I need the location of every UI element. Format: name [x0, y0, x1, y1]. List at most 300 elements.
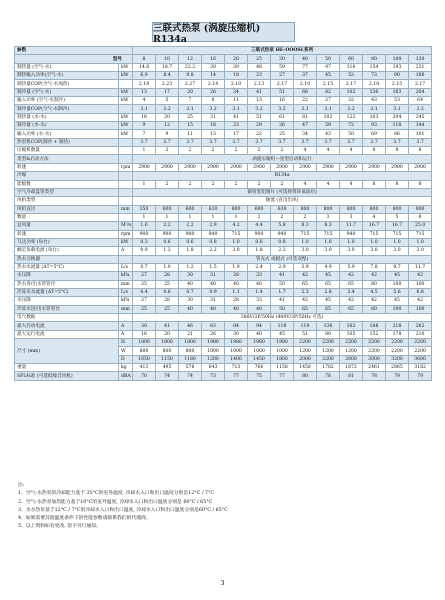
value-cell: 48: [248, 63, 271, 71]
row-label: 热泵机COP(制冷 + 制热): [15, 138, 119, 146]
value-cell: 4.2: [225, 222, 248, 230]
value-cell: 3.4: [340, 288, 363, 296]
value-cell: 1450: [248, 355, 271, 363]
model-header-cell: 16: [202, 55, 225, 63]
row-unit: L/s: [119, 288, 133, 296]
value-cell: 12: [156, 122, 179, 130]
value-cell: 218: [386, 322, 409, 330]
row-unit: kW: [119, 113, 133, 121]
value-cell: 2865: [386, 364, 409, 372]
value-cell: 1.9: [225, 263, 248, 271]
value-cell: 4: [317, 180, 340, 188]
spanned-value-cell: 涡旋压缩机—星型启动和运行: [133, 155, 432, 163]
value-cell: 3: [340, 213, 363, 221]
value-cell: 16: [133, 330, 156, 338]
value-cell: 36: [271, 122, 294, 130]
value-cell: 136: [317, 322, 340, 330]
model-header-cell: 40: [294, 55, 317, 63]
value-cell: 0.7: [179, 288, 202, 296]
value-cell: 65: [340, 305, 363, 313]
value-cell: 3.0: [386, 247, 409, 255]
value-cell: 45: [271, 330, 294, 338]
value-cell: 81: [340, 372, 363, 380]
value-cell: 2.18: [133, 80, 156, 88]
table-row: [15, 63, 432, 71]
value-cell: 2900: [133, 163, 156, 171]
value-cell: 3.7: [133, 138, 156, 146]
value-cell: 5.6: [386, 288, 409, 296]
table-row: [15, 364, 432, 372]
value-cell: 715: [409, 230, 432, 238]
value-cell: 3200: [386, 355, 409, 363]
value-cell: 1.5: [202, 263, 225, 271]
model-header-cell: 30: [271, 55, 294, 63]
value-cell: 643: [202, 364, 225, 372]
value-cell: 28: [156, 297, 179, 305]
value-cell: 713: [225, 364, 248, 372]
row-label: 冷冻水进/出水管管径: [15, 305, 119, 313]
row-unit: kW: [119, 72, 133, 80]
value-cell: 0.7: [133, 263, 156, 271]
value-cell: 900: [179, 230, 202, 238]
value-cell: 1.0: [294, 238, 317, 246]
value-cell: 3.0: [340, 247, 363, 255]
value-cell: 78: [363, 372, 386, 380]
table-row: [15, 205, 432, 213]
value-cell: 1.7: [271, 288, 294, 296]
value-cell: 25: [156, 280, 179, 288]
value-cell: 8.4: [156, 72, 179, 80]
row-unit: mm: [119, 305, 133, 313]
row-unit: [119, 155, 133, 163]
value-cell: 1: [133, 213, 156, 221]
value-cell: 3.1: [386, 105, 409, 113]
value-cell: 20: [156, 330, 179, 338]
value-cell: 4: [317, 147, 340, 155]
value-cell: 1.0: [317, 238, 340, 246]
value-cell: 13: [248, 97, 271, 105]
value-cell: 42: [340, 297, 363, 305]
value-cell: 42: [340, 272, 363, 280]
table-row: [15, 238, 432, 246]
value-cell: 1150: [156, 355, 179, 363]
value-cell: 18: [225, 72, 248, 80]
value-cell: 1980: [225, 339, 248, 347]
value-cell: 2: [179, 180, 202, 188]
value-cell: 2.23: [156, 80, 179, 88]
value-cell: 3.0: [294, 247, 317, 255]
value-cell: 1: [202, 213, 225, 221]
value-cell: 2: [225, 180, 248, 188]
value-cell: 50: [271, 305, 294, 313]
value-cell: 1200: [317, 347, 340, 355]
row-label: 类型&启动方法: [15, 155, 119, 163]
value-cell: 940: [271, 230, 294, 238]
value-cell: 2200: [294, 339, 317, 347]
value-cell: 1000: [202, 347, 225, 355]
value-cell: 3.7: [156, 138, 179, 146]
value-cell: 31: [202, 297, 225, 305]
value-cell: 53: [386, 97, 409, 105]
value-cell: 1.6: [133, 222, 156, 230]
row-unit: M³/s: [119, 222, 133, 230]
value-cell: 116: [340, 63, 363, 71]
row-label: 冷媒: [15, 172, 119, 180]
value-cell: 3.7: [179, 138, 202, 146]
row-label: 最大启动电流: [15, 322, 119, 330]
value-cell: 3.1: [363, 105, 386, 113]
value-cell: 68: [294, 88, 317, 96]
value-cell: 53: [340, 72, 363, 80]
value-cell: 2: [156, 147, 179, 155]
value-cell: 8: [409, 147, 432, 155]
value-cell: 3.1: [317, 105, 340, 113]
row-label: 转速: [15, 230, 119, 238]
value-cell: 3.2: [156, 105, 179, 113]
value-cell: 42: [294, 272, 317, 280]
value-cell: 2: [179, 147, 202, 155]
value-cell: 2.27: [179, 80, 202, 88]
value-cell: 0.6: [179, 238, 202, 246]
value-cell: 17: [225, 130, 248, 138]
model-header-cell: 50: [317, 55, 340, 63]
value-cell: 1800: [156, 339, 179, 347]
value-cell: 3.7: [386, 138, 409, 146]
value-cell: 59: [317, 122, 340, 130]
value-cell: 2200: [317, 339, 340, 347]
value-cell: 39: [225, 63, 248, 71]
table-row: [15, 322, 432, 330]
value-cell: 41: [248, 88, 271, 96]
value-cell: 2: [202, 180, 225, 188]
row-unit: [119, 255, 133, 263]
value-cell: 2.17: [409, 80, 432, 88]
value-cell: 69: [363, 130, 386, 138]
value-cell: 2.2: [271, 247, 294, 255]
row-unit: [119, 172, 133, 180]
value-cell: 0.8: [202, 238, 225, 246]
value-cell: 11.7: [340, 222, 363, 230]
row-label: 马达功率 (每台): [15, 238, 119, 246]
row-unit: kW: [119, 88, 133, 96]
table-row: [15, 130, 432, 138]
spanned-value-cell: 380V/3P/50Hz (400V/3P/50Hz 可选): [133, 314, 432, 322]
value-cell: 3.0: [225, 247, 248, 255]
value-cell: 11.7: [409, 263, 432, 271]
value-cell: 800: [363, 205, 386, 213]
value-cell: 3.7: [340, 138, 363, 146]
value-cell: 8.3: [294, 222, 317, 230]
value-cell: 8.3: [317, 222, 340, 230]
row-label: 额定负载电流 (每台): [15, 247, 119, 255]
value-cell: 25: [156, 305, 179, 313]
value-cell: 94: [248, 322, 271, 330]
value-cell: 1872: [340, 364, 363, 372]
value-cell: 2.2: [202, 247, 225, 255]
table-row: [15, 122, 432, 130]
value-cell: 8: [386, 180, 409, 188]
value-cell: 1.2: [179, 263, 202, 271]
table-row: [15, 180, 432, 188]
value-cell: 900: [156, 230, 179, 238]
value-cell: 715: [386, 230, 409, 238]
value-cell: 80: [363, 305, 386, 313]
table-row: [15, 197, 432, 205]
value-cell: 2.17: [271, 80, 294, 88]
table-row: [15, 339, 432, 347]
value-cell: 79: [409, 372, 432, 380]
table-row: [15, 88, 432, 96]
value-cell: 3.0: [317, 247, 340, 255]
value-cell: 231: [409, 63, 432, 71]
value-cell: 2900: [225, 163, 248, 171]
value-cell: 154: [363, 63, 386, 71]
row-label: 数量: [15, 213, 119, 221]
value-cell: 8: [386, 147, 409, 155]
value-cell: 118: [386, 122, 409, 130]
value-cell: 800: [179, 347, 202, 355]
model-header-cell: 25: [248, 55, 271, 63]
value-cell: 16: [271, 97, 294, 105]
value-cell: 163: [363, 113, 386, 121]
value-cell: 3.7: [409, 138, 432, 146]
value-cell: 600: [248, 205, 271, 213]
value-cell: 800: [386, 205, 409, 213]
value-cell: 2461: [363, 364, 386, 372]
value-cell: 2: [156, 180, 179, 188]
value-cell: 30: [179, 272, 202, 280]
row-unit: [119, 188, 133, 196]
value-cell: 65: [294, 305, 317, 313]
value-cell: 204: [386, 113, 409, 121]
value-cell: 59: [271, 63, 294, 71]
model-header-cell: 8: [133, 55, 156, 63]
value-cell: 766: [248, 364, 271, 372]
value-cell: 40: [202, 280, 225, 288]
value-cell: 1: [133, 180, 156, 188]
value-cell: 3.7: [363, 138, 386, 146]
value-cell: 40: [225, 280, 248, 288]
value-cell: 2.4: [248, 263, 271, 271]
table-row: [15, 263, 432, 271]
value-cell: 80: [317, 330, 340, 338]
value-cell: 33: [248, 272, 271, 280]
value-cell: 42: [409, 272, 432, 280]
value-cell: 45: [386, 297, 409, 305]
value-cell: 1: [156, 213, 179, 221]
value-cell: 42: [363, 297, 386, 305]
value-cell: 1200: [202, 355, 225, 363]
value-cell: 2200: [386, 339, 409, 347]
value-cell: 3.0: [363, 247, 386, 255]
value-cell: 2.3: [294, 288, 317, 296]
value-cell: 23: [225, 122, 248, 130]
row-unit: A: [119, 247, 133, 255]
row-label: 能级数: [15, 180, 119, 188]
value-cell: 27: [317, 97, 340, 105]
value-cell: 100: [409, 305, 432, 313]
row-unit: L/s: [119, 263, 133, 271]
value-cell: 47: [294, 122, 317, 130]
value-cell: 1200: [294, 347, 317, 355]
value-cell: 600: [179, 205, 202, 213]
value-cell: 100: [409, 280, 432, 288]
value-cell: 23: [248, 72, 271, 80]
row-label: 重量: [15, 364, 119, 372]
value-cell: 65: [294, 280, 317, 288]
value-cell: 40: [202, 305, 225, 313]
value-cell: 14: [202, 72, 225, 80]
value-cell: 9.8: [179, 72, 202, 80]
value-cell: 1.8: [248, 247, 271, 255]
value-cell: 15: [179, 122, 202, 130]
value-cell: 1: [225, 213, 248, 221]
value-cell: 18: [202, 122, 225, 130]
value-cell: 50: [340, 130, 363, 138]
value-cell: 413: [133, 364, 156, 372]
value-cell: 101: [409, 130, 432, 138]
value-cell: 210: [409, 330, 432, 338]
value-cell: 3.7: [271, 138, 294, 146]
table-row: [15, 138, 432, 146]
value-cell: 100: [386, 280, 409, 288]
value-cell: 4: [133, 97, 156, 105]
value-cell: 2: [248, 180, 271, 188]
value-cell: 3.7: [225, 138, 248, 146]
value-cell: 1000: [248, 347, 271, 355]
value-cell: 30: [225, 330, 248, 338]
value-cell: 77: [225, 372, 248, 380]
value-cell: 22: [248, 130, 271, 138]
value-cell: 136: [363, 88, 386, 96]
row-label: 热水水流量 (ΔT=5°C): [15, 263, 119, 271]
value-cell: 40: [225, 305, 248, 313]
spanned-value-cell: 轴流 (直出出风): [133, 197, 432, 205]
value-cell: 4: [294, 147, 317, 155]
value-cell: 800: [317, 205, 340, 213]
table-row: [15, 272, 432, 280]
value-cell: 73: [202, 372, 225, 380]
model-header-cell: 60: [340, 55, 363, 63]
value-cell: 2200: [386, 347, 409, 355]
value-cell: 2: [294, 213, 317, 221]
value-cell: 2900: [317, 163, 340, 171]
table-row: [15, 72, 432, 80]
value-cell: 2000: [294, 355, 317, 363]
table-row: [15, 105, 432, 113]
row-unit: kW: [119, 122, 133, 130]
value-cell: 715: [225, 230, 248, 238]
value-cell: 61: [271, 113, 294, 121]
value-cell: 1782: [317, 364, 340, 372]
value-cell: 2900: [294, 163, 317, 171]
value-cell: 4.4: [248, 222, 271, 230]
value-cell: 4: [340, 180, 363, 188]
value-cell: 34: [225, 88, 248, 96]
value-cell: 262: [409, 322, 432, 330]
value-cell: 0.6: [248, 238, 271, 246]
row-label: 冷冻水水流量 (ΔT=5°C): [15, 288, 119, 296]
value-cell: 7: [133, 130, 156, 138]
value-cell: 51: [248, 113, 271, 121]
value-cell: 102: [317, 113, 340, 121]
value-cell: 940: [202, 230, 225, 238]
value-cell: 7.8: [363, 263, 386, 271]
value-cell: 2: [248, 147, 271, 155]
value-cell: 5: [386, 213, 409, 221]
row-unit: A: [119, 330, 133, 338]
value-cell: 22.2: [179, 63, 202, 71]
value-cell: 17: [156, 88, 179, 96]
value-cell: 495: [156, 364, 179, 372]
value-cell: 1.3: [156, 247, 179, 255]
table-row: [15, 297, 432, 305]
value-cell: 2200: [363, 339, 386, 347]
table-row: [15, 213, 432, 221]
row-label: 输入功率 (空气-水制冷): [15, 97, 119, 105]
value-cell: 30: [133, 322, 156, 330]
value-cell: 45: [317, 72, 340, 80]
value-cell: 119: [294, 322, 317, 330]
table-row: [15, 97, 432, 105]
value-cell: 1.0: [225, 238, 248, 246]
model-header-cell: 120: [409, 55, 432, 63]
value-cell: 1.8: [179, 247, 202, 255]
value-cell: 8: [202, 97, 225, 105]
value-cell: 630: [202, 205, 225, 213]
value-cell: 21: [179, 330, 202, 338]
value-cell: 715: [317, 230, 340, 238]
value-cell: 162: [340, 322, 363, 330]
value-cell: 3.2: [202, 105, 225, 113]
value-cell: 1400: [225, 355, 248, 363]
param-label: 参数: [15, 47, 133, 55]
value-cell: 800: [156, 347, 179, 355]
table-row: [15, 172, 432, 180]
value-cell: 2: [225, 147, 248, 155]
value-cell: 40: [248, 330, 271, 338]
value-cell: 25: [179, 113, 202, 121]
row-unit: kg: [119, 364, 133, 372]
value-cell: 2.15: [317, 80, 340, 88]
value-cell: 1050: [133, 355, 156, 363]
row-unit: [119, 197, 133, 205]
value-cell: 204: [409, 88, 432, 96]
value-cell: 2.2: [179, 222, 202, 230]
value-cell: 40: [179, 280, 202, 288]
row-unit: kW: [119, 130, 133, 138]
row-label: 制冷量COP(空气-水制冷): [15, 105, 119, 113]
row-label: 水压降: [15, 272, 119, 280]
value-cell: 1.1: [225, 288, 248, 296]
row-unit: [119, 105, 133, 113]
value-cell: 2900: [202, 163, 225, 171]
row-unit: kW: [119, 63, 133, 71]
value-cell: 4: [294, 180, 317, 188]
value-cell: 63: [202, 322, 225, 330]
table-row: [15, 147, 432, 155]
value-cell: 350: [133, 205, 156, 213]
table-row: [15, 280, 432, 288]
row-label: 制热量 (空气-水): [15, 63, 119, 71]
value-cell: 3.1: [179, 105, 202, 113]
value-cell: 25: [271, 130, 294, 138]
row-label: 尺寸 (mm): [15, 339, 119, 364]
value-cell: 715: [363, 230, 386, 238]
notes-heading: 注:: [18, 483, 25, 488]
value-cell: 1980: [202, 339, 225, 347]
row-unit: kPa: [119, 297, 133, 305]
